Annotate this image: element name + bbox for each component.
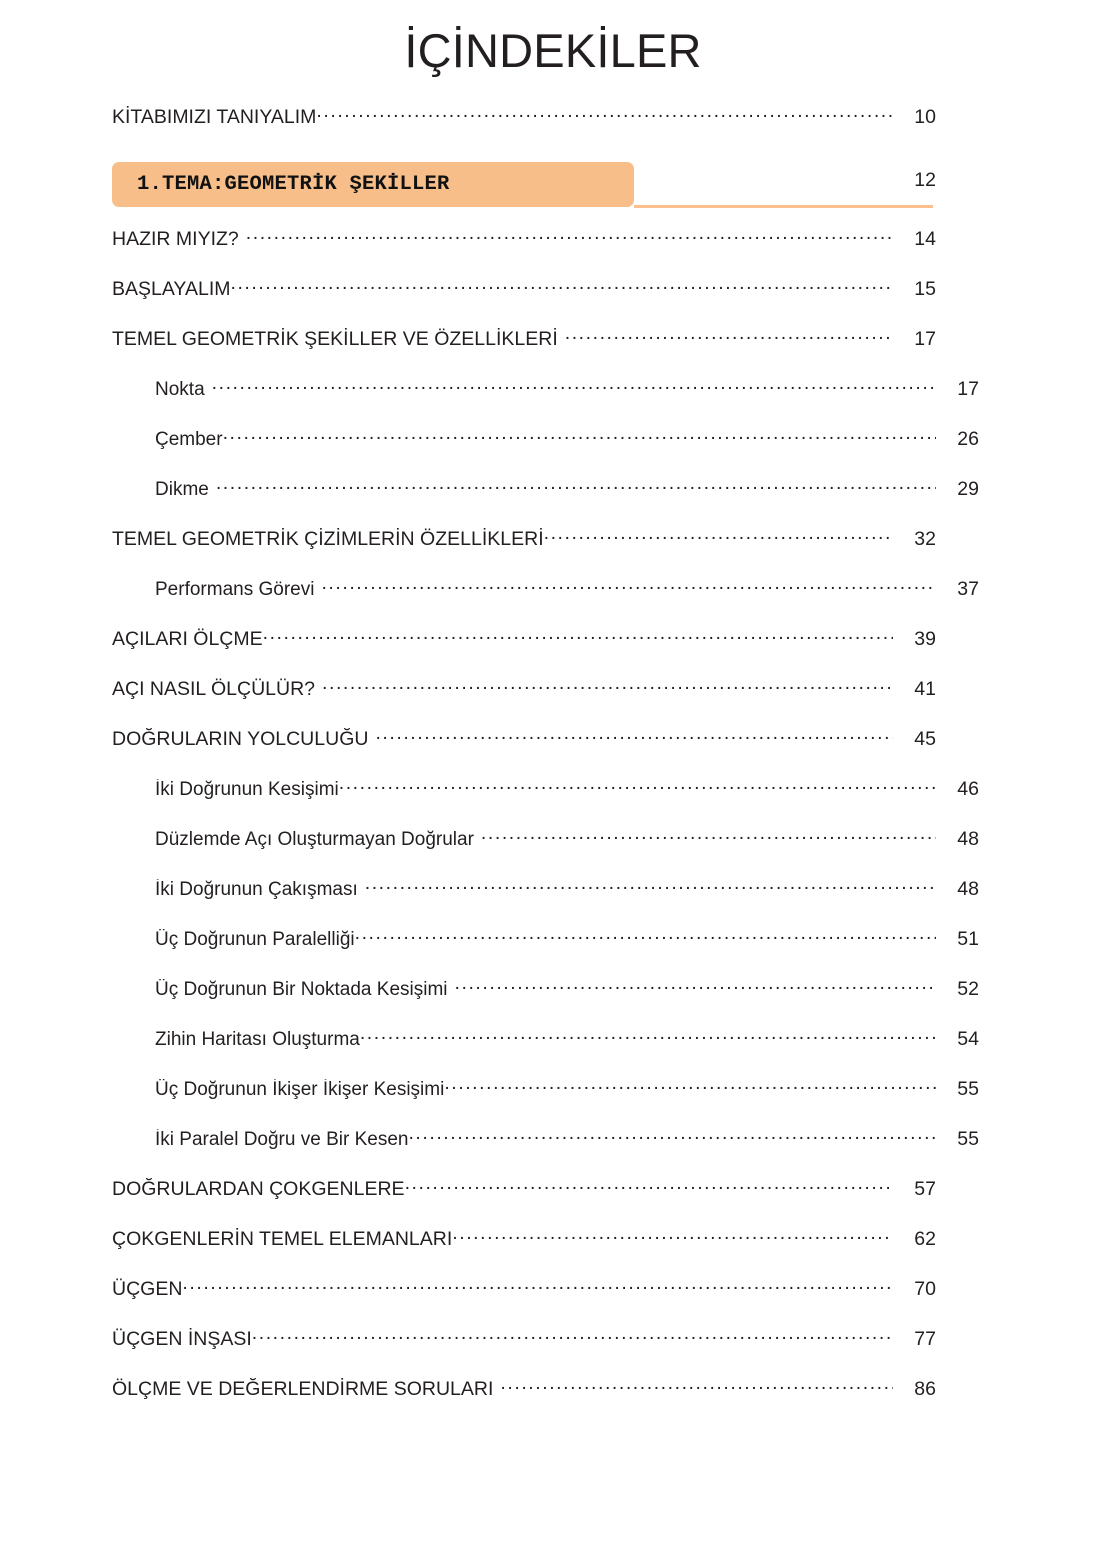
- toc-dot-leader: [212, 375, 936, 395]
- toc-entry-label: İki Doğrunun Kesişimi: [155, 778, 339, 800]
- toc-entry-label: KİTABIMIZI TANIYALIM: [112, 105, 317, 128]
- toc-entry-label: Zihin Haritası Oluşturma: [155, 1028, 360, 1050]
- toc-entry-page-number: 55: [957, 1077, 979, 1100]
- theme-banner-label: 1.TEMA:GEOMETRİK ŞEKİLLER: [137, 173, 450, 196]
- page-title: İÇİNDEKİLER: [404, 24, 702, 77]
- toc-entry-page-number: 70: [914, 1277, 936, 1300]
- toc-entry-page-number: 29: [957, 477, 979, 500]
- toc-entry[interactable]: [112, 575, 979, 625]
- toc-entry-label: Dikme: [155, 478, 209, 500]
- toc-dot-leader: [339, 775, 936, 795]
- toc-entry-page-number: 48: [957, 877, 979, 900]
- toc-entry-page-number: 48: [957, 827, 979, 850]
- toc-entry-label: ÜÇGEN: [112, 1277, 183, 1300]
- toc-entry-page-number: 52: [957, 977, 979, 1000]
- toc-entry-page-number: 46: [957, 777, 979, 800]
- toc-entry-label: ÇOKGENLERİN TEMEL ELEMANLARI: [112, 1227, 453, 1250]
- toc-entry[interactable]: [112, 875, 979, 925]
- toc-entry-page-number: 55: [957, 1127, 979, 1150]
- toc-entry-page-number: 77: [914, 1327, 936, 1350]
- toc-entry-label: Performans Görevi: [155, 578, 315, 600]
- toc-entry[interactable]: [112, 925, 979, 975]
- toc-entry[interactable]: [112, 103, 936, 153]
- toc-dot-leader: [455, 975, 936, 995]
- toc-entry-page-number: 32: [914, 527, 936, 550]
- theme-banner-row[interactable]: [112, 153, 936, 225]
- toc-entry[interactable]: [112, 475, 979, 525]
- toc-entry-page-number: 57: [914, 1177, 936, 1200]
- toc-entry[interactable]: [112, 275, 936, 325]
- toc-dot-leader: [216, 475, 936, 495]
- toc-dot-leader: [408, 1125, 936, 1145]
- toc-entry-page-number: 15: [914, 277, 936, 300]
- toc-entry-label: HAZIR MIYIZ?: [112, 227, 239, 250]
- toc-entry-label: İki Doğrunun Çakışması: [155, 878, 358, 900]
- toc-entry-label: TEMEL GEOMETRİK ŞEKİLLER VE ÖZELLİKLERİ: [112, 327, 558, 350]
- toc-entry-page-number: 41: [914, 677, 936, 700]
- toc-entry-label: BAŞLAYALIM: [112, 277, 231, 300]
- toc-entry-label: AÇI NASIL ÖLÇÜLÜR?: [112, 677, 316, 700]
- toc-entry[interactable]: [112, 775, 979, 825]
- toc-entry-label: AÇILARI ÖLÇME: [112, 627, 263, 650]
- toc-entry[interactable]: [112, 1175, 936, 1225]
- toc-dot-leader: [182, 1275, 893, 1295]
- toc-dot-leader: [355, 925, 936, 945]
- toc-entry-label: Üç Doğrunun İkişer İkişer Kesişimi: [155, 1078, 445, 1100]
- toc-entry[interactable]: [112, 725, 936, 775]
- toc-entry-label: Düzlemde Açı Oluşturmayan Doğrular: [155, 828, 474, 850]
- toc-dot-leader: [321, 575, 936, 595]
- toc-dot-leader: [360, 1025, 936, 1045]
- toc-dot-leader: [481, 825, 936, 845]
- toc-entry[interactable]: [112, 975, 979, 1025]
- toc-entry-page-number: 37: [957, 577, 979, 600]
- toc-entry-page-number: 54: [957, 1027, 979, 1050]
- toc-dot-leader: [500, 1375, 893, 1395]
- toc-entry-label: Üç Doğrunun Paralelliği: [155, 928, 355, 950]
- toc-dot-leader: [263, 625, 893, 645]
- toc-entry[interactable]: [112, 625, 936, 675]
- toc-dot-leader: [375, 725, 893, 745]
- theme-banner-page-number: 12: [914, 169, 936, 191]
- toc-entry-label: İki Paralel Doğru ve Bir Kesen: [155, 1128, 409, 1150]
- toc-entry-page-number: 10: [914, 105, 936, 128]
- toc-dot-leader: [246, 225, 893, 245]
- toc-entry[interactable]: [112, 1025, 979, 1075]
- toc-entry-label: DOĞRULARDAN ÇOKGENLERE: [112, 1177, 405, 1200]
- toc-dot-leader: [316, 103, 893, 123]
- toc-dot-leader: [252, 1325, 893, 1345]
- toc-dot-leader: [565, 325, 893, 345]
- toc-entry-page-number: 17: [957, 377, 979, 400]
- toc-entry[interactable]: [112, 675, 936, 725]
- toc-dot-leader: [365, 875, 936, 895]
- toc-entry[interactable]: [112, 1375, 936, 1425]
- theme-banner[interactable]: [112, 162, 634, 207]
- theme-banner-rule: [634, 205, 933, 208]
- toc-entry-page-number: 14: [914, 227, 936, 250]
- toc-entry[interactable]: [112, 1075, 979, 1125]
- toc-entry-page-number: 51: [957, 927, 979, 950]
- toc-entry-page-number: 86: [914, 1377, 936, 1400]
- toc-dot-leader: [452, 1225, 893, 1245]
- toc-entry-label: TEMEL GEOMETRİK ÇİZİMLERİN ÖZELLİKLERİ: [112, 527, 544, 550]
- toc-entry[interactable]: [112, 225, 936, 275]
- toc-entry[interactable]: [112, 1325, 936, 1375]
- toc-entry[interactable]: [112, 325, 936, 375]
- table-of-contents: [112, 103, 979, 1425]
- toc-entry-page-number: 45: [914, 727, 936, 750]
- toc-entry[interactable]: [112, 425, 979, 475]
- toc-dot-leader: [223, 425, 936, 445]
- toc-dot-leader: [405, 1175, 893, 1195]
- toc-entry[interactable]: [112, 825, 979, 875]
- toc-entry-label: ÖLÇME VE DEĞERLENDİRME SORULARI: [112, 1377, 494, 1400]
- toc-entry-label: Çember: [155, 428, 223, 450]
- toc-entry[interactable]: [112, 1275, 936, 1325]
- toc-entry-label: Üç Doğrunun Bir Noktada Kesişimi: [155, 978, 448, 1000]
- toc-entry-page-number: 62: [914, 1227, 936, 1250]
- toc-entry-page-number: 17: [914, 327, 936, 350]
- toc-dot-leader: [322, 675, 893, 695]
- toc-entry[interactable]: [112, 525, 936, 575]
- toc-dot-leader: [231, 275, 894, 295]
- toc-entry-label: ÜÇGEN İNŞASI: [112, 1327, 252, 1350]
- toc-dot-leader: [544, 525, 893, 545]
- toc-entry-label: DOĞRULARIN YOLCULUĞU: [112, 727, 369, 750]
- toc-entry[interactable]: [112, 375, 979, 425]
- toc-entry-page-number: 39: [914, 627, 936, 650]
- toc-dot-leader: [444, 1075, 936, 1095]
- toc-entry-page-number: 26: [957, 427, 979, 450]
- toc-entry-label: Nokta: [155, 378, 205, 400]
- toc-entry[interactable]: [112, 1125, 979, 1175]
- toc-entry[interactable]: [112, 1225, 936, 1275]
